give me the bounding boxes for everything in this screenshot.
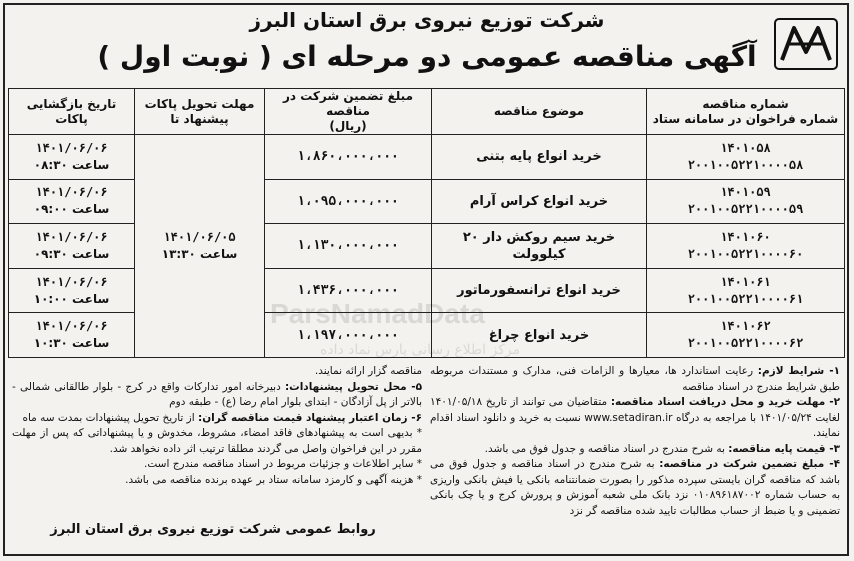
- condition-label: ۶- زمان اعتبار پیشنهاد قیمت مناقصه گران:: [198, 411, 422, 424]
- cell-tender-numbers: [647, 224, 845, 269]
- condition-item: [12, 411, 422, 427]
- condition-item: [12, 380, 422, 411]
- condition-label: ۵- محل تحویل پیشنهادات:: [284, 380, 422, 393]
- condition-text: مناقصه گزار ارائه نمایند.: [314, 365, 422, 377]
- condition-item: [12, 364, 422, 380]
- deadline-time: ساعت ۱۳:۳۰: [161, 247, 238, 261]
- condition-label: ۴- مبلغ تضمین شرکت در مناقصه:: [659, 458, 840, 470]
- condition-text: متقاضیان می توانند از تاریخ ۱۴۰۱/۰۵/۱۸ لغایت ۱۴۰۱/۰۵/۲۴ با مراجعه به درگاه www.setadiran.ir نسبت به خرید و دانلود اسناد اقدام نمایند.: [430, 396, 840, 439]
- opening-time: ساعت ۰۸:۳۰: [33, 157, 110, 172]
- condition-label: ۱- شرایط لازم:: [757, 365, 840, 377]
- condition-text: * هزینه آگهی و کارمزد سامانه ستاد بر عهده برنده مناقصه می باشد.: [125, 473, 422, 486]
- cell-subject: خرید انواع چراغ: [432, 313, 647, 358]
- cell-opening: [9, 224, 135, 269]
- public-relations-signature: روابط عمومی شرکت توزیع نیروی برق استان البرز: [50, 522, 376, 537]
- condition-item: [430, 364, 840, 395]
- condition-text: رعایت استاندارد ها، معیارها و الزامات فنی، مدارک و مستندات مربوطه طبق شرایط مندرج در اسناد مناقصه: [430, 365, 840, 393]
- setad-number: ۲۰۰۱۰۰۵۲۲۱۰۰۰۰۵۸: [687, 157, 804, 172]
- condition-item: [12, 473, 422, 489]
- cell-guarantee: ۱،۰۹۵،۰۰۰،۰۰۰: [265, 179, 432, 224]
- cell-guarantee: ۱،۸۶۰،۰۰۰،۰۰۰: [265, 135, 432, 180]
- cell-opening: [9, 179, 135, 224]
- cell-opening: [9, 268, 135, 313]
- opening-date: ۱۴۰۱/۰۶/۰۶: [35, 274, 108, 289]
- cell-guarantee: ۱،۱۹۷،۰۰۰،۰۰۰: [265, 313, 432, 358]
- col-header-tender-no: شماره مناقصه شماره فراخوان در سامانه ستاد: [647, 89, 845, 135]
- condition-label: ۳- قیمت پایه مناقصه:: [728, 442, 840, 455]
- condition-text: * بدیهی است به پیشنهادهای فاقد امضاء، مشروط، مخدوش و یا پیشنهاداتی که پس از مهلت مقرر در این فراخوان واصل می گردند مطلقا ترتیب اثر داده نخواهد شد.: [12, 427, 422, 455]
- cell-tender-numbers: [647, 268, 845, 313]
- tender-number: ۱۴۰۱۰۵۹: [720, 185, 771, 200]
- condition-item: [12, 426, 422, 457]
- cell-guarantee: ۱،۱۳۰،۰۰۰،۰۰۰: [265, 224, 432, 269]
- table-row: [9, 268, 845, 313]
- col-header-deadline: مهلت تحویل پاکات پیشنهاد تا: [135, 89, 265, 135]
- cell-subject: خرید انواع ترانسفورماتور: [432, 268, 647, 313]
- tender-number: ۱۴۰۱۰۵۸: [720, 140, 771, 155]
- conditions-left-column: [12, 364, 422, 488]
- condition-text: دبیرخانه امور تدارکات واقع در کرج - بلوار طالقانی شمالی - بالاتر از پل آزادگان - ابتدای بلوار امام رضا (ع) - طبقه دوم: [12, 380, 422, 408]
- table-row: [9, 313, 845, 358]
- condition-text: از تاریخ تحویل پیشنهادات بمدت سه ماه: [22, 411, 198, 424]
- col-header-subject: موضوع مناقصه: [432, 89, 647, 135]
- opening-time: ساعت ۱۰:۳۰: [33, 336, 110, 351]
- condition-item: [12, 457, 422, 473]
- tender-number: ۱۴۰۱۰۶۲: [720, 319, 771, 334]
- condition-text: به شرح مندرج در اسناد مناقصه و جدول فوق می باشد که مناقصه گران بایستی سپرده مذکور را بصورت ضمانتنامه بانکی یا فیش بانکی واریزی به حساب شماره ۰۱۰۸۹۶۱۸۷۰۰۲ نزد بانک ملی شعبه آموزش و پرورش کرج و یا چک بانکی تضمینی و یا ضبط از حساب مطالبات تایید شده مناقصه گر نزد: [430, 458, 840, 517]
- condition-item: [430, 395, 840, 442]
- setad-number: ۲۰۰۱۰۰۵۲۲۱۰۰۰۰۵۹: [687, 202, 804, 217]
- deadline-date: ۱۴۰۱/۰۶/۰۵: [163, 230, 236, 244]
- cell-opening: [9, 313, 135, 358]
- cell-deadline: [135, 135, 265, 358]
- cell-tender-numbers: [647, 313, 845, 358]
- cell-tender-numbers: [647, 179, 845, 224]
- conditions-right-column: [430, 364, 840, 519]
- table-row: [9, 224, 845, 269]
- opening-time: ساعت ۰۹:۰۰: [33, 202, 110, 217]
- opening-date: ۱۴۰۱/۰۶/۰۶: [35, 185, 108, 200]
- cell-subject: خرید سیم روکش دار ۲۰ کیلوولت: [432, 224, 647, 269]
- opening-time: ساعت ۰۹:۳۰: [33, 246, 110, 261]
- condition-item: [430, 442, 840, 458]
- setad-number: ۲۰۰۱۰۰۵۲۲۱۰۰۰۰۶۱: [687, 291, 804, 306]
- watermark-tagline: مرکز اطلاع رسانی پارس نماد داده: [320, 342, 521, 358]
- watermark-site: ParsNamadData: [270, 298, 485, 329]
- company-logo-icon: [774, 18, 838, 70]
- opening-date: ۱۴۰۱/۰۶/۰۶: [35, 229, 108, 244]
- setad-number: ۲۰۰۱۰۰۵۲۲۱۰۰۰۰۶۰: [687, 246, 804, 261]
- tender-table: [8, 88, 845, 358]
- opening-date: ۱۴۰۱/۰۶/۰۶: [35, 140, 108, 155]
- cell-subject: خرید انواع کراس آرام: [432, 179, 647, 224]
- company-name: شرکت توزیع نیروی برق استان البرز: [249, 8, 605, 32]
- cell-opening: [9, 135, 135, 180]
- opening-time: ساعت ۱۰:۰۰: [33, 291, 110, 306]
- table-row: [9, 135, 845, 180]
- cell-guarantee: ۱،۴۳۶،۰۰۰،۰۰۰: [265, 268, 432, 313]
- col-header-opening: تاریخ بازگشایی پاکات: [9, 89, 135, 135]
- notice-header: [0, 6, 854, 84]
- condition-text: * سایر اطلاعات و جزئیات مربوط در اسناد مناقصه مندرج است.: [144, 458, 422, 470]
- notice-title: آگهی مناقصه عمومی دو مرحله ای ( نوبت اول ): [97, 40, 757, 73]
- condition-label: ۲- مهلت خرید و محل دریافت اسناد مناقصه:: [610, 396, 840, 408]
- cell-tender-numbers: [647, 135, 845, 180]
- tender-number: ۱۴۰۱۰۶۱: [720, 274, 771, 289]
- table-row: [9, 179, 845, 224]
- tender-number: ۱۴۰۱۰۶۰: [720, 229, 771, 244]
- opening-date: ۱۴۰۱/۰۶/۰۶: [35, 319, 108, 334]
- table-header-row: [9, 89, 845, 135]
- cell-subject: خرید انواع پایه بتنی: [432, 135, 647, 180]
- setad-number: ۲۰۰۱۰۰۵۲۲۱۰۰۰۰۶۲: [687, 336, 804, 351]
- col-header-guarantee: مبلغ تضمین شرکت در مناقصه (ریال): [265, 89, 432, 135]
- condition-text: به شرح مندرج در اسناد مناقصه و جدول فوق می باشد.: [484, 442, 729, 455]
- condition-item: [430, 457, 840, 519]
